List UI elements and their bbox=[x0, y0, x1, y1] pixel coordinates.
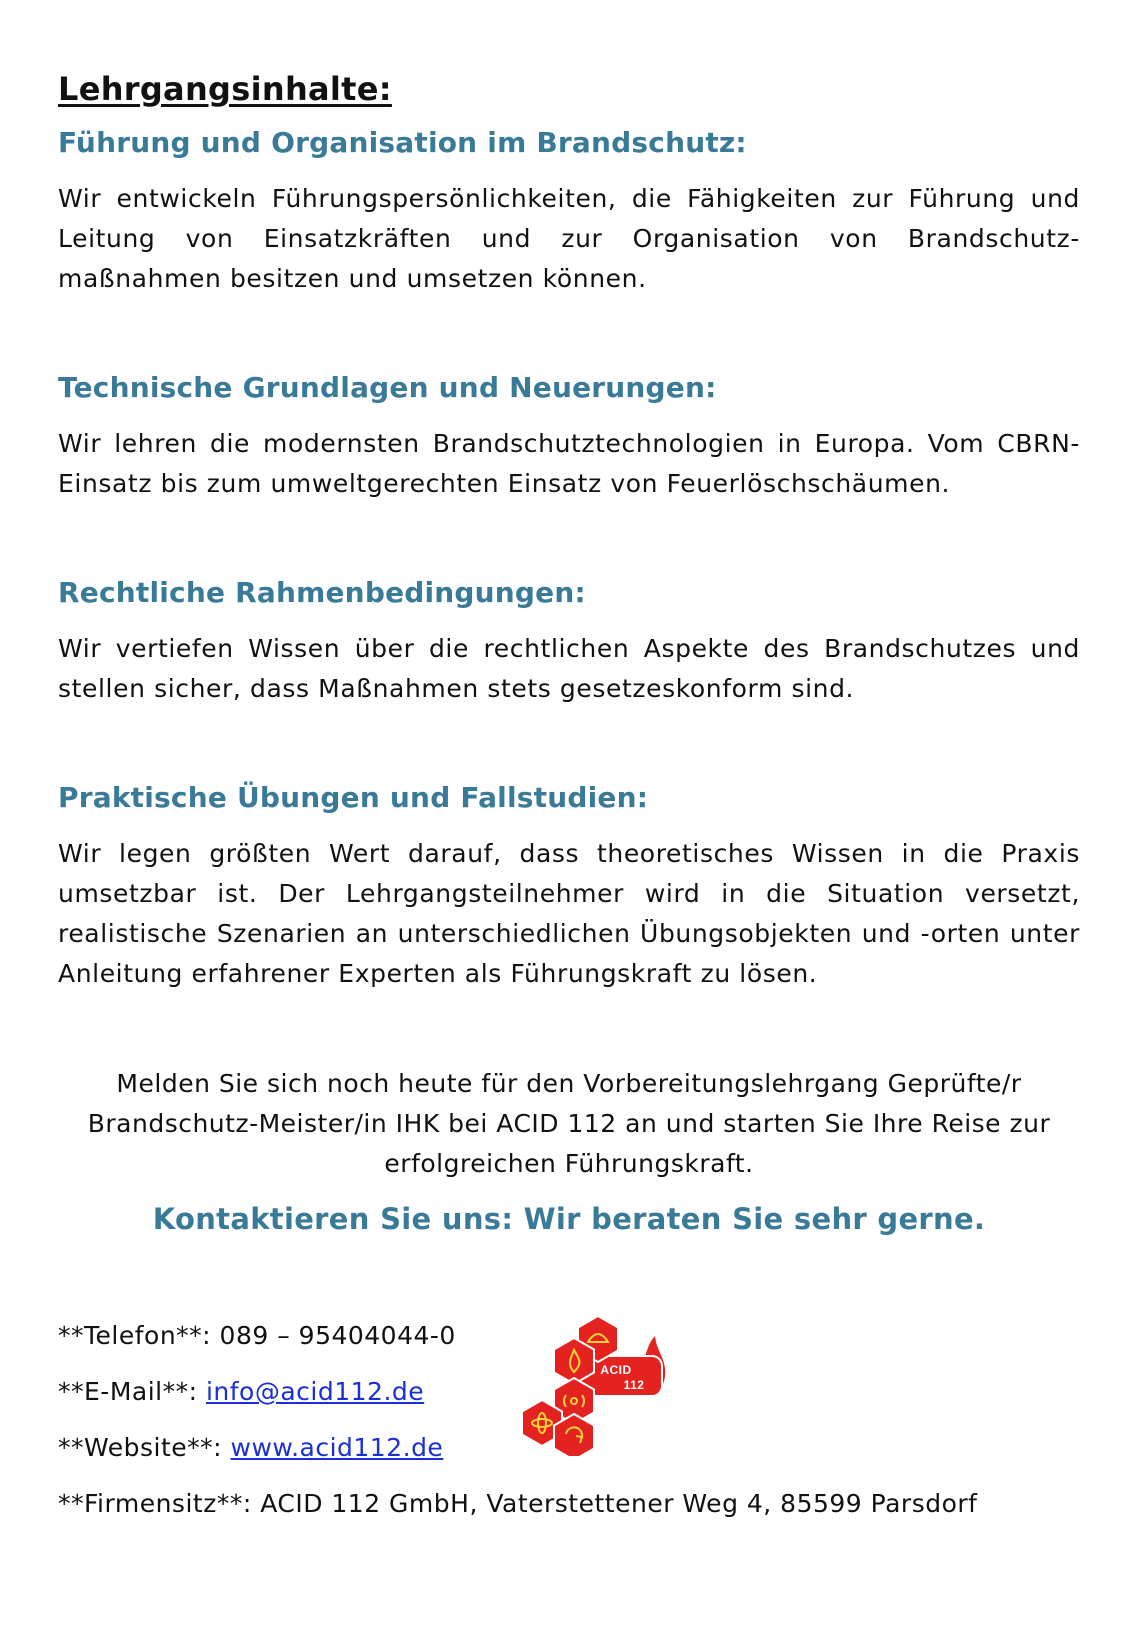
logo-line2: 112 bbox=[623, 1378, 645, 1392]
address-label: **Firmensitz**: bbox=[58, 1489, 261, 1518]
page-title: Lehrgangsinhalte: bbox=[58, 70, 392, 108]
website-label: **Website**: bbox=[58, 1433, 231, 1462]
contact-block bbox=[58, 1308, 1080, 1532]
contact-highlight: Kontaktieren Sie uns: Wir beraten Sie sehr gerne. bbox=[152, 1202, 986, 1236]
section-title: Praktische Übungen und Fallstudien: bbox=[58, 781, 649, 814]
section-recht bbox=[58, 576, 1080, 709]
email-label: **E-Mail**: bbox=[58, 1377, 206, 1406]
document-page bbox=[58, 70, 1080, 1532]
section-technik bbox=[58, 371, 1080, 504]
section-body: Wir entwickeln Führungspersönlichkeiten, die Fähigkeiten zur Führung und Leitung von Einsatzkräften und zur Organisation von Brandschutz-maßnahmen besitzen und umsetzen können. bbox=[58, 184, 1080, 293]
call-to-action: Melden Sie sich noch heute für den Vorbereitungslehrgang Geprüfte/r Brandschutz-Meister/in IHK bei ACID 112 an und starten Sie Ihre Reise zur erfolgreichen Führungskraft. bbox=[87, 1069, 1051, 1178]
section-title: Führung und Organisation im Brandschutz: bbox=[58, 126, 747, 159]
address-text: ACID 112 GmbH, Vaterstettener Weg 4, 85599 Parsdorf bbox=[260, 1489, 978, 1518]
phone-number: 089 – 95404044-0 bbox=[219, 1321, 456, 1350]
section-title: Rechtliche Rahmenbedingungen: bbox=[58, 576, 586, 609]
section-title: Technische Grundlagen und Neuerungen: bbox=[58, 371, 717, 404]
website-link[interactable]: www.acid112.de bbox=[230, 1433, 444, 1462]
email-link[interactable]: info@acid112.de bbox=[205, 1377, 425, 1406]
section-fuehrung bbox=[58, 126, 1080, 299]
phone-label: **Telefon**: bbox=[58, 1321, 220, 1350]
address-line bbox=[58, 1476, 1080, 1532]
section-praxis bbox=[58, 781, 1080, 994]
logo-line1: ACID bbox=[600, 1363, 632, 1377]
section-body: Wir lehren die modernsten Brandschutztechnologien in Europa. Vom CBRN-Einsatz bis zum umweltgerechten Einsatz von Feuerlöschschäumen. bbox=[58, 429, 1080, 498]
section-body: Wir vertiefen Wissen über die rechtlichen Aspekte des Brandschutzes und stellen sicher, dass Maßnahmen stets gesetzeskonform sind. bbox=[58, 634, 1080, 703]
acid112-logo bbox=[516, 1316, 676, 1456]
section-body: Wir legen größten Wert darauf, dass theoretisches Wissen in die Praxis umsetzbar ist. Der Lehrgangsteilnehmer wird in die Situation versetzt, realistische Szenarien an unterschiedlichen Übungsobjekten und -orten unter Anleitung erfahrener Experten als Führungskraft zu lösen. bbox=[58, 839, 1080, 988]
